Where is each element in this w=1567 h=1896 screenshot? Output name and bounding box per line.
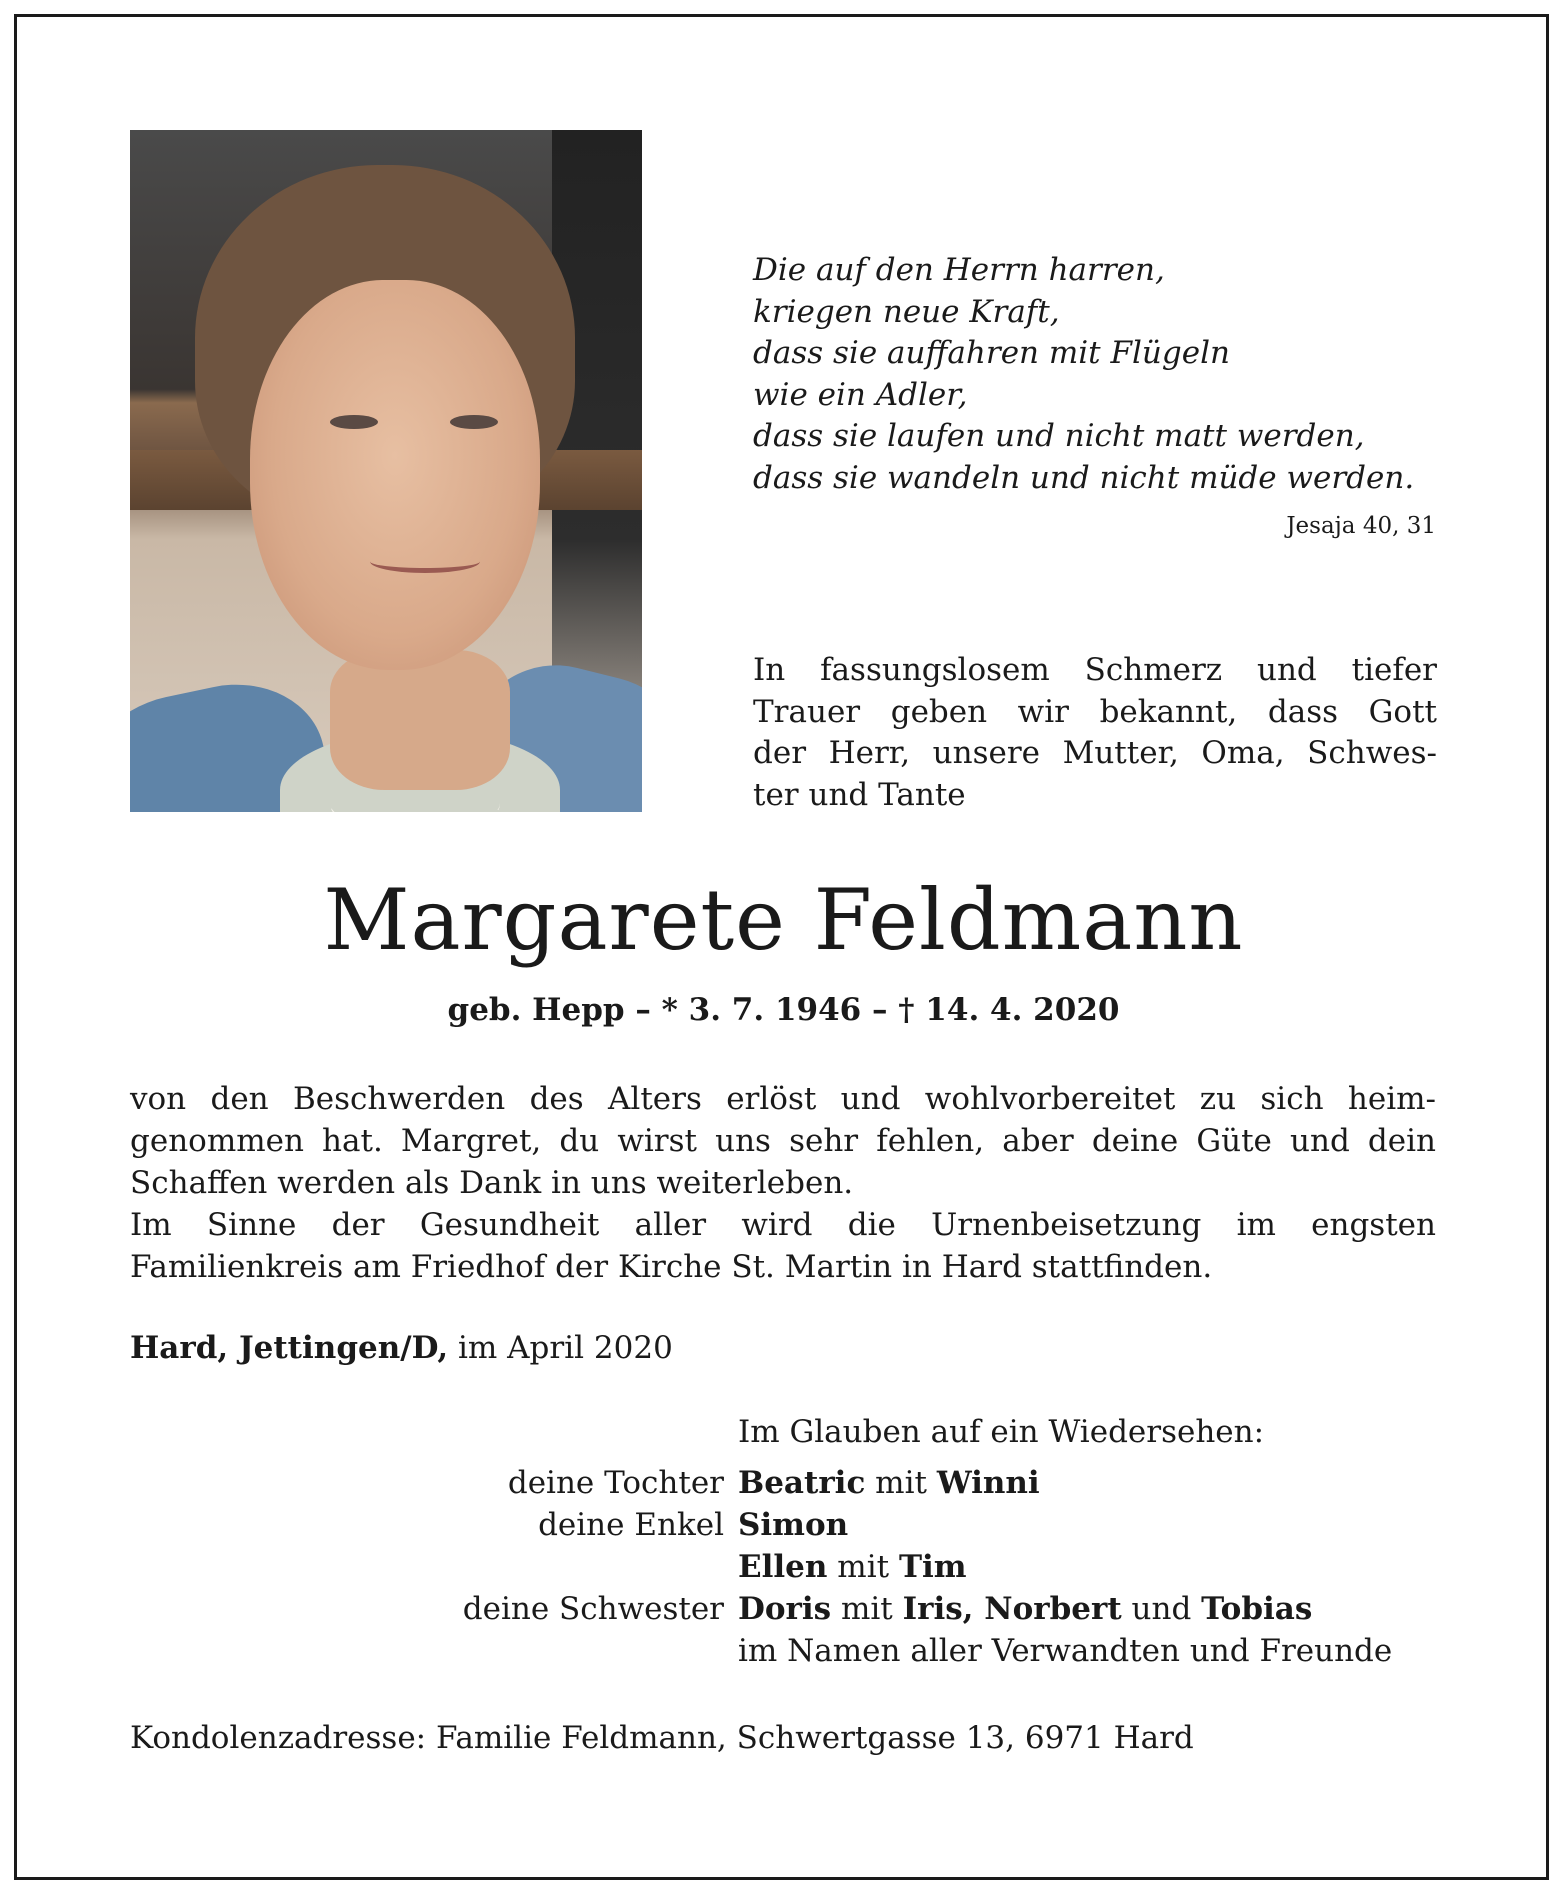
mourner-row <box>0 1630 1567 1672</box>
mourner-name: Beatric <box>738 1465 866 1501</box>
body-line: von den Beschwerden des Alters erlöst und wohlvorbereitet zu sich heim- <box>130 1081 1436 1117</box>
closing-line: im Namen aller Verwandten und Freunde <box>738 1633 1393 1669</box>
body-line: Familienkreis am Friedhof der Kirche St. Martin in Hard stattfinden. <box>130 1249 1213 1285</box>
mourner-row <box>0 1462 1567 1504</box>
mourner-row <box>0 1588 1567 1630</box>
place-date-text: im April 2020 <box>448 1330 673 1366</box>
life-dates: geb. Hepp – * 3. 7. 1946 – † 14. 4. 2020 <box>447 992 1120 1028</box>
intro-line: ter und Tante <box>753 776 966 813</box>
mourner-name: Simon <box>738 1507 849 1543</box>
mourner-name: Ellen <box>738 1549 828 1585</box>
mourner-names <box>738 1504 848 1546</box>
mourner-name: Doris <box>738 1591 832 1627</box>
body-line: genommen hat. Margret, du wirst uns sehr fehlen, aber deine Güte und dein <box>130 1123 1436 1159</box>
bible-verse <box>753 250 1453 499</box>
verse-line: kriegen neue Kraft, <box>753 293 1060 330</box>
relation-label: deine Tochter <box>507 1465 724 1501</box>
relation-label: deine Schwester <box>462 1591 724 1627</box>
place-names: Hard, Jettingen/D, <box>130 1330 449 1366</box>
connector: mit <box>831 1591 903 1627</box>
condolence-address: Kondolenzadresse: Familie Feldmann, Schwertgasse 13, 6971 Hard <box>130 1720 1194 1756</box>
verse-line: dass sie wandeln und nicht müde werden. <box>753 459 1415 496</box>
mourner-name: Iris, Norbert <box>902 1591 1122 1627</box>
verse-line: dass sie auffahren mit Flügeln <box>753 335 1230 371</box>
mourners-list <box>0 1462 1567 1672</box>
mourner-row <box>0 1504 1567 1546</box>
place-date <box>130 1330 673 1366</box>
relation-label: deine Enkel <box>538 1507 724 1543</box>
mourner-name: Winni <box>936 1465 1040 1501</box>
mourner-names <box>738 1546 967 1588</box>
portrait-photo <box>130 130 642 812</box>
announcement-intro <box>753 650 1437 816</box>
connector: mit <box>827 1549 899 1585</box>
mourner-names <box>738 1588 1312 1630</box>
mourner-name: Tobias <box>1201 1591 1313 1627</box>
body-line: Im Sinne der Gesundheit aller wird die Urnenbeisetzung im engsten <box>130 1207 1436 1243</box>
intro-line: In fassungslosem Schmerz und tiefer <box>753 652 1437 688</box>
verse-line: wie ein Adler, <box>753 376 968 413</box>
signoff-line: Im Glauben auf ein Wiedersehen: <box>738 1414 1265 1450</box>
intro-line: der Herr, unsere Mutter, Oma, Schwes- <box>753 735 1437 771</box>
deceased-name: Margarete Feldmann <box>323 871 1244 969</box>
mourner-names <box>738 1462 1040 1504</box>
verse-line: Die auf den Herrn harren, <box>753 252 1165 288</box>
verse-line: dass sie laufen und nicht matt werden, <box>753 418 1365 454</box>
mourner-name: Tim <box>898 1549 967 1585</box>
body-line: Schaffen werden als Dank in uns weiterleben. <box>130 1165 854 1201</box>
intro-line: Trauer geben wir bekannt, dass Gott <box>753 693 1437 730</box>
connector: mit <box>865 1465 937 1501</box>
connector: und <box>1121 1591 1202 1627</box>
announcement-body <box>130 1078 1436 1288</box>
mourner-row <box>0 1546 1567 1588</box>
verse-reference: Jesaja 40, 31 <box>1286 513 1436 539</box>
